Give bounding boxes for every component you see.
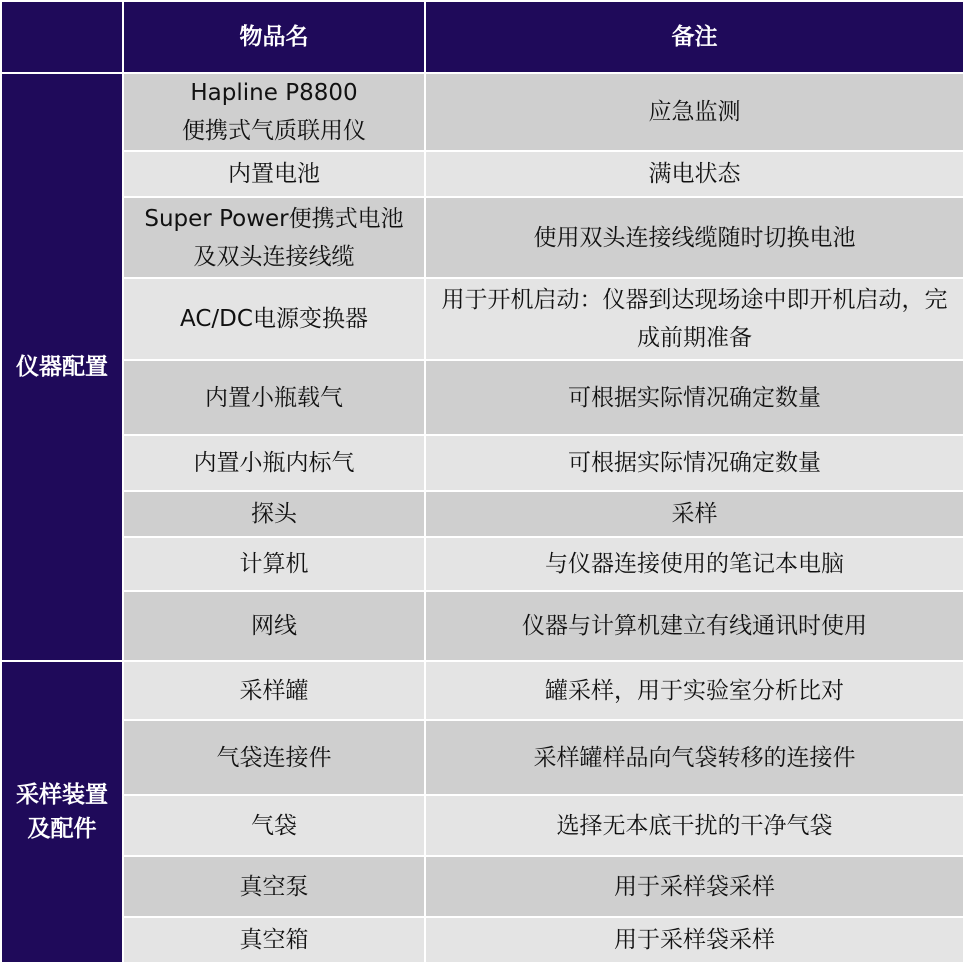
header-category [1,1,123,73]
table-header-row [1,1,963,73]
item-note: 罐采样，用于实验室分析比对 [425,661,963,720]
table-row [1,856,963,917]
item-note: 用于开机启动：仪器到达现场途中即开机启动，完成前期准备 [425,278,963,360]
item-name: 采样罐 [123,661,425,720]
table-row [1,360,963,435]
item-name: 真空箱 [123,917,425,963]
table-row [1,591,963,661]
table-row [1,491,963,537]
item-note: 与仪器连接使用的笔记本电脑 [425,537,963,591]
item-note: 选择无本底干扰的干净气袋 [425,795,963,856]
item-name: 内置电池 [123,151,425,197]
table-row [1,795,963,856]
item-name: 探头 [123,491,425,537]
header-note: 备注 [425,1,963,73]
table-row [1,435,963,491]
item-note: 仪器与计算机建立有线通讯时使用 [425,591,963,661]
item-name: Hapline P8800 便携式气质联用仪 [123,73,425,151]
item-name: 计算机 [123,537,425,591]
table-row [1,917,963,963]
header-item-name: 物品名 [123,1,425,73]
item-name: 内置小瓶内标气 [123,435,425,491]
item-name: 网线 [123,591,425,661]
table-row [1,151,963,197]
item-note: 可根据实际情况确定数量 [425,435,963,491]
item-note: 用于采样袋采样 [425,856,963,917]
item-note: 采样 [425,491,963,537]
item-name: 气袋连接件 [123,720,425,795]
category-sampling-accessories: 采样装置 及配件 [1,661,123,963]
item-note: 满电状态 [425,151,963,197]
item-note: 可根据实际情况确定数量 [425,360,963,435]
item-note: 应急监测 [425,73,963,151]
item-note: 使用双头连接线缆随时切换电池 [425,197,963,278]
table-row [1,73,963,151]
item-name: Super Power便携式电池及双头连接线缆 [123,197,425,278]
table-row [1,720,963,795]
table-row [1,278,963,360]
table-row [1,661,963,720]
item-note: 用于采样袋采样 [425,917,963,963]
item-note: 采样罐样品向气袋转移的连接件 [425,720,963,795]
table-row [1,197,963,278]
item-name: 真空泵 [123,856,425,917]
category-instrument-config: 仪器配置 [1,73,123,661]
item-name: AC/DC电源变换器 [123,278,425,360]
item-name: 气袋 [123,795,425,856]
table-row [1,537,963,591]
item-name: 内置小瓶载气 [123,360,425,435]
